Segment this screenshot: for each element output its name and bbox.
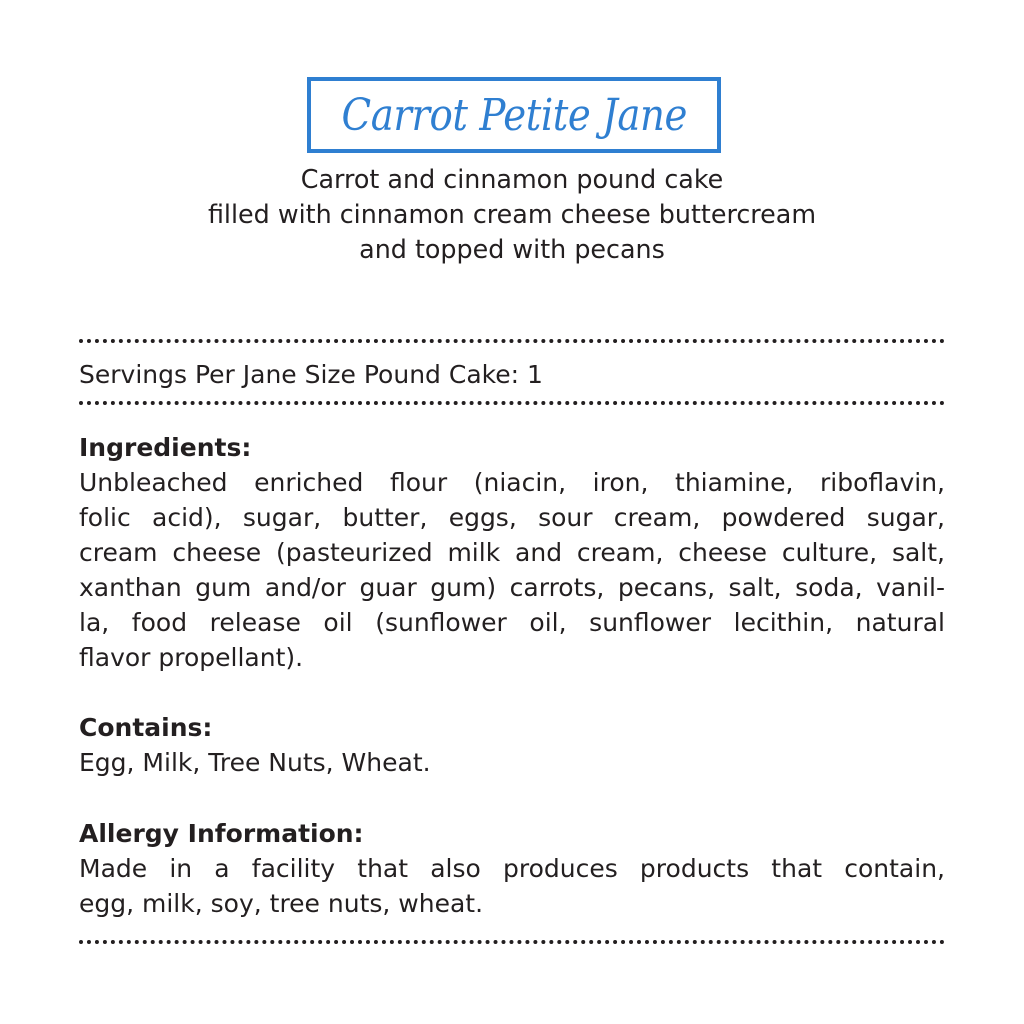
allergy-section	[79, 816, 945, 921]
ingredients-section	[79, 430, 945, 675]
dotted-divider	[79, 401, 945, 405]
ingredients-line: folic acid), sugar, butter, eggs, sour cream, powdered sugar,	[79, 503, 945, 532]
servings-info: Servings Per Jane Size Pound Cake: 1	[79, 360, 543, 389]
allergy-line: Made in a facility that also produces products that contain,	[79, 854, 945, 883]
contains-line: Egg, Milk, Tree Nuts, Wheat.	[79, 748, 431, 777]
ingredients-line: la, food release oil (sunflower oil, sunflower lecithin, natural	[79, 608, 945, 637]
product-title: Carrot Petite Jane	[341, 89, 687, 141]
description-line: and topped with pecans	[359, 234, 665, 264]
ingredients-text	[79, 465, 945, 675]
ingredients-line: cream cheese (pasteurized milk and cream, cheese culture, salt,	[79, 538, 945, 567]
contains-heading: Contains:	[79, 713, 213, 742]
allergy-line: egg, milk, soy, tree nuts, wheat.	[79, 889, 484, 918]
dotted-divider	[79, 339, 945, 343]
contains-section	[79, 710, 945, 780]
ingredients-line: Unbleached enriched flour (niacin, iron, thiamine, riboflavin,	[79, 468, 945, 497]
title-box	[307, 77, 721, 153]
ingredients-heading: Ingredients:	[79, 433, 252, 462]
description-line: Carrot and cinnamon pound cake	[300, 164, 724, 194]
ingredients-line: flavor propellant).	[79, 643, 304, 672]
allergy-text	[79, 851, 945, 921]
product-description	[0, 162, 1024, 267]
contains-text	[79, 745, 945, 780]
ingredients-line: xanthan gum and/or guar gum) carrots, pecans, salt, soda, vanil-	[79, 573, 945, 602]
dotted-divider	[79, 940, 945, 944]
allergy-heading: Allergy Information:	[79, 819, 364, 848]
description-line: filled with cinnamon cream cheese buttercream	[207, 199, 817, 229]
